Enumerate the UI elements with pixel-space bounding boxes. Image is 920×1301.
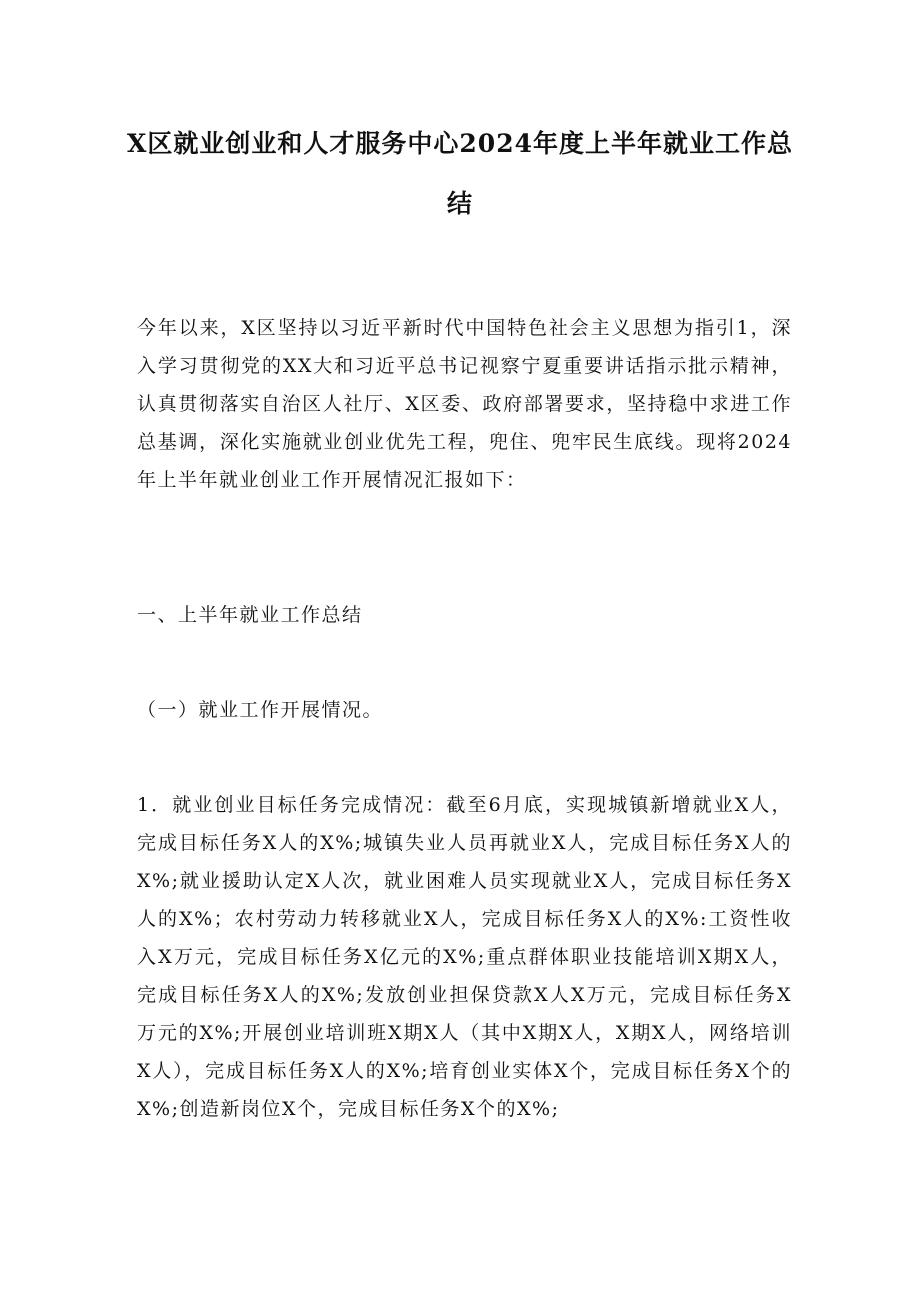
section-heading: 一、上半年就业工作总结 bbox=[137, 604, 363, 626]
intro-paragraph: 今年以来，X区坚持以习近平新时代中国特色社会主义思想为指引1，深入学习贯彻党的XX大和习近平总书记视察宁夏重要讲话指示批示精神，认真贯彻落实自治区人社厅、X区委、政府部署要求，坚持稳中求进工作总基调，深化实施就业创业优先工程，兜住、兜牢民生底线。现将2024年上半年就业创业工作开展情况汇报如下： bbox=[137, 317, 792, 491]
subsection-heading: （一）就业工作开展情况。 bbox=[137, 699, 384, 721]
item-1-paragraph: 1．就业创业目标任务完成情况：截至6月底，实现城镇新增就业X人，完成目标任务X人的X%;城镇失业人员再就业X人，完成目标任务X人的X%;就业援助认定X人次，就业困难人员实现就业X人，完成目标任务X人的X%；农村劳动力转移就业X人，完成目标任务X人的X%:工资性收入X万元，完成目标任务X亿元的X%;重点群体职业技能培训X期X人，完成目标任务X人的X%;发放创业担保贷款X人X万元，完成目标任务X万元的X%;开展创业培训班X期X人（其中X期X人，X期X人，网络培训X人），完成目标任务X人的X%;培育创业实体X个，完成目标任务X个的X%;创造新岗位X个，完成目标任务X个的X%; bbox=[137, 794, 792, 1120]
document-title-line-2: 结 bbox=[446, 189, 473, 218]
document-title-line-1: X区就业创业和人才服务中心2024年度上半年就业工作总 bbox=[127, 129, 793, 158]
